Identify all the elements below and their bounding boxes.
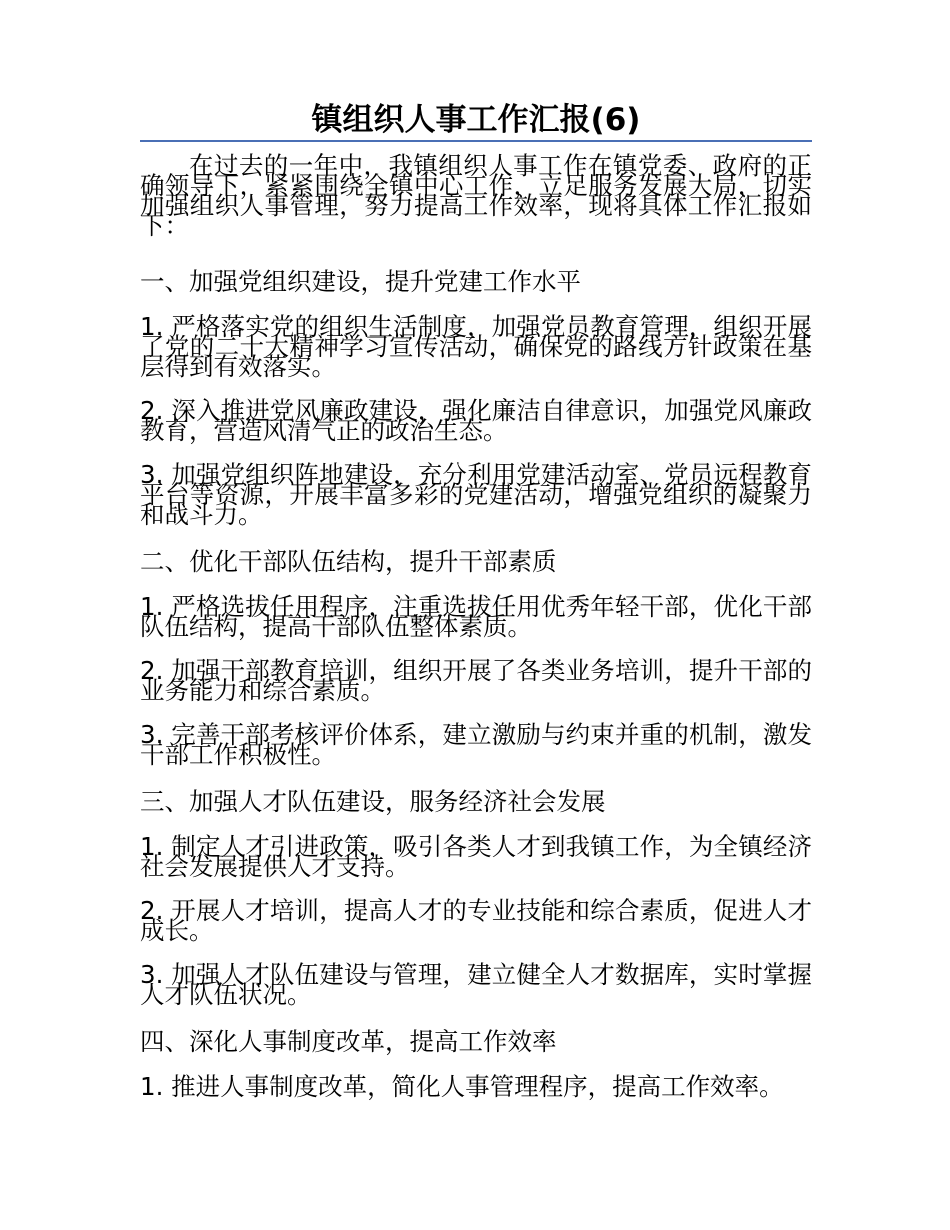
title-underline (140, 140, 812, 142)
section-2-item-3: 3. 完善干部考核评价体系，建立激励与约束并重的机制，激发干部工作积极性。 (140, 720, 812, 769)
section-1-item-2: 2. 深入推进党风廉政建设，强化廉洁自律意识，加强党风廉政教育，营造风清气正的政治生态。 (140, 396, 812, 445)
section-2-item-2: 2. 加强干部教育培训，组织开展了各类业务培训，提升干部的业务能力和综合素质。 (140, 656, 812, 705)
intro-paragraph: 在过去的一年中，我镇组织人事工作在镇党委、政府的正确领导下，紧紧围绕全镇中心工作，立足服务发展大局，切实加强组织人事管理，努力提高工作效率，现将具体工作汇报如下： (140, 151, 812, 240)
section-heading-1: 一、加强党组织建设，提升党建工作水平 (140, 267, 581, 296)
document-title: 镇组织人事工作汇报(6) (311, 102, 641, 138)
section-heading-3: 三、加强人才队伍建设，服务经济社会发展 (140, 787, 606, 816)
section-heading-2: 二、优化干部队伍结构，提升干部素质 (140, 547, 557, 576)
section-2-item-1: 1. 严格选拔任用程序，注重选拔任用优秀年轻干部，优化干部队伍结构，提高干部队伍整体素质。 (140, 592, 812, 641)
document-page (140, 100, 812, 1121)
section-1-item-3: 3. 加强党组织阵地建设，充分利用党建活动室、党员远程教育平台等资源，开展丰富多彩的党建活动，增强党组织的凝聚力和战斗力。 (140, 460, 812, 529)
section-heading-4: 四、深化人事制度改革，提高工作效率 (140, 1027, 557, 1056)
section-3-item-3: 3. 加强人才队伍建设与管理，建立健全人才数据库，实时掌握人才队伍状况。 (140, 960, 812, 1009)
section-4-item-1: 1. 推进人事制度改革，简化人事管理程序，提高工作效率。 (140, 1072, 784, 1101)
section-1-item-1: 1. 严格落实党的组织生活制度，加强党员教育管理，组织开展了党的二十大精神学习宣传活动，确保党的路线方针政策在基层得到有效落实。 (140, 312, 812, 381)
section-3-item-1: 1. 制定人才引进政策，吸引各类人才到我镇工作，为全镇经济社会发展提供人才支持。 (140, 832, 812, 881)
section-3-item-2: 2. 开展人才培训，提高人才的专业技能和综合素质，促进人才成长。 (140, 896, 812, 945)
